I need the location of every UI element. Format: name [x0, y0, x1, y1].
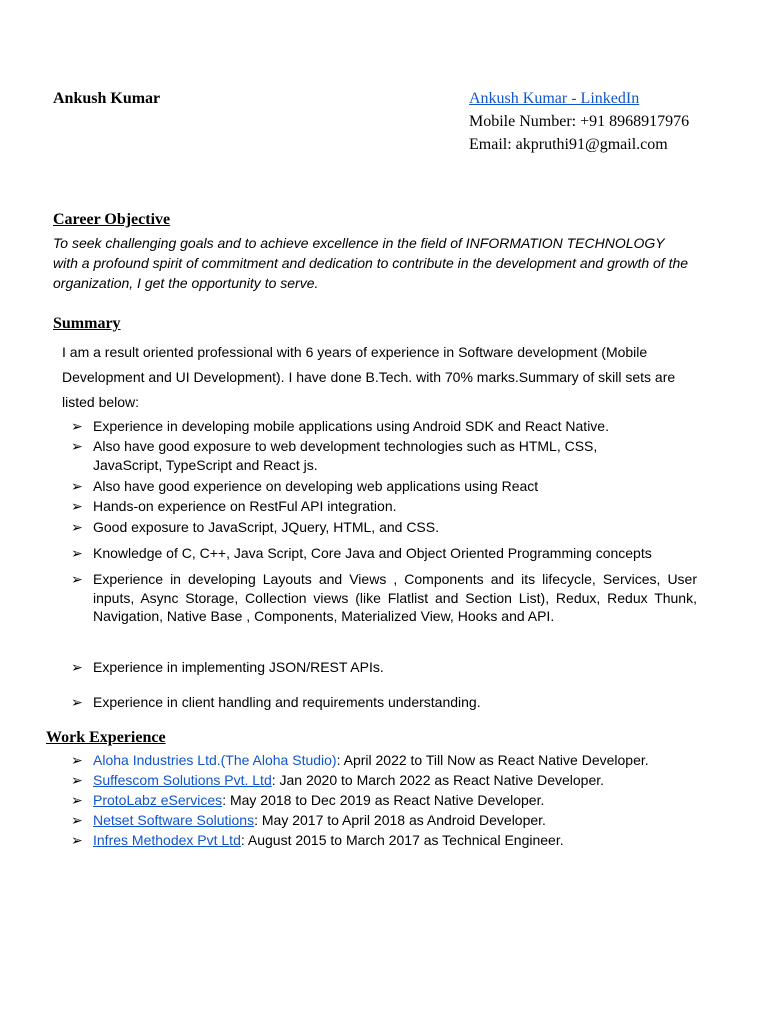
work-experience-heading: Work Experience: [46, 729, 166, 746]
bullet-arrow-icon: ➢: [71, 752, 83, 768]
bullet-arrow-icon: ➢: [71, 832, 83, 848]
company-link[interactable]: ProtoLabz eServices: [93, 792, 223, 808]
work-detail: : August 2015 to March 2017 as Technical Engineer.: [240, 832, 564, 848]
bullet-arrow-icon: ➢: [71, 418, 83, 434]
company-link[interactable]: Aloha Industries Ltd.(The Aloha Studio): [93, 752, 337, 768]
career-objective-heading: Career Objective: [53, 211, 171, 228]
work-detail: : May 2017 to April 2018 as Android Developer.: [254, 812, 546, 828]
bullet-arrow-icon: ➢: [71, 659, 83, 675]
company-link[interactable]: Infres Methodex Pvt Ltd: [93, 832, 241, 848]
bullet-arrow-icon: ➢: [71, 478, 83, 494]
bullet-arrow-icon: ➢: [71, 545, 83, 561]
candidate-name: Ankush Kumar: [53, 90, 161, 107]
bullet-arrow-icon: ➢: [71, 438, 83, 454]
company-link[interactable]: Suffescom Solutions Pvt. Ltd: [93, 772, 272, 788]
summary-heading: Summary: [53, 315, 121, 332]
work-detail: : Jan 2020 to March 2022 as React Native Developer.: [271, 772, 605, 788]
bullet-arrow-icon: ➢: [71, 498, 83, 514]
bullet-arrow-icon: ➢: [71, 694, 83, 710]
company-link[interactable]: Netset Software Solutions: [93, 812, 255, 828]
summary-intro: I am a result oriented professional with 6 years of experience in Software development (Mobile Development and UI Development). I have done B.Tech. with 70% marks.Summary of skill sets are listed below:: [62, 344, 676, 410]
career-objective-text: To seek challenging goals and to achieve excellence in the field of INFORMATION TECHNOLOGY with a profound spirit of commitment and dedication to contribute in the development and growth of the organization, I get the opportunity to serve.: [53, 235, 689, 291]
mobile-number: Mobile Number: +91 8968917976: [469, 113, 690, 130]
email-address: Email: akpruthi91@gmail.com: [469, 136, 668, 153]
linkedin-link[interactable]: Ankush Kumar - LinkedIn: [469, 90, 640, 107]
bullet-arrow-icon: ➢: [71, 812, 83, 828]
work-detail: : May 2018 to Dec 2019 as React Native Developer.: [222, 792, 545, 808]
bullet-arrow-icon: ➢: [71, 792, 83, 808]
bullet-arrow-icon: ➢: [71, 571, 83, 587]
bullet-arrow-icon: ➢: [71, 772, 83, 788]
work-detail: : April 2022 to Till Now as React Native Developer.: [336, 752, 649, 768]
bullet-arrow-icon: ➢: [71, 519, 83, 535]
